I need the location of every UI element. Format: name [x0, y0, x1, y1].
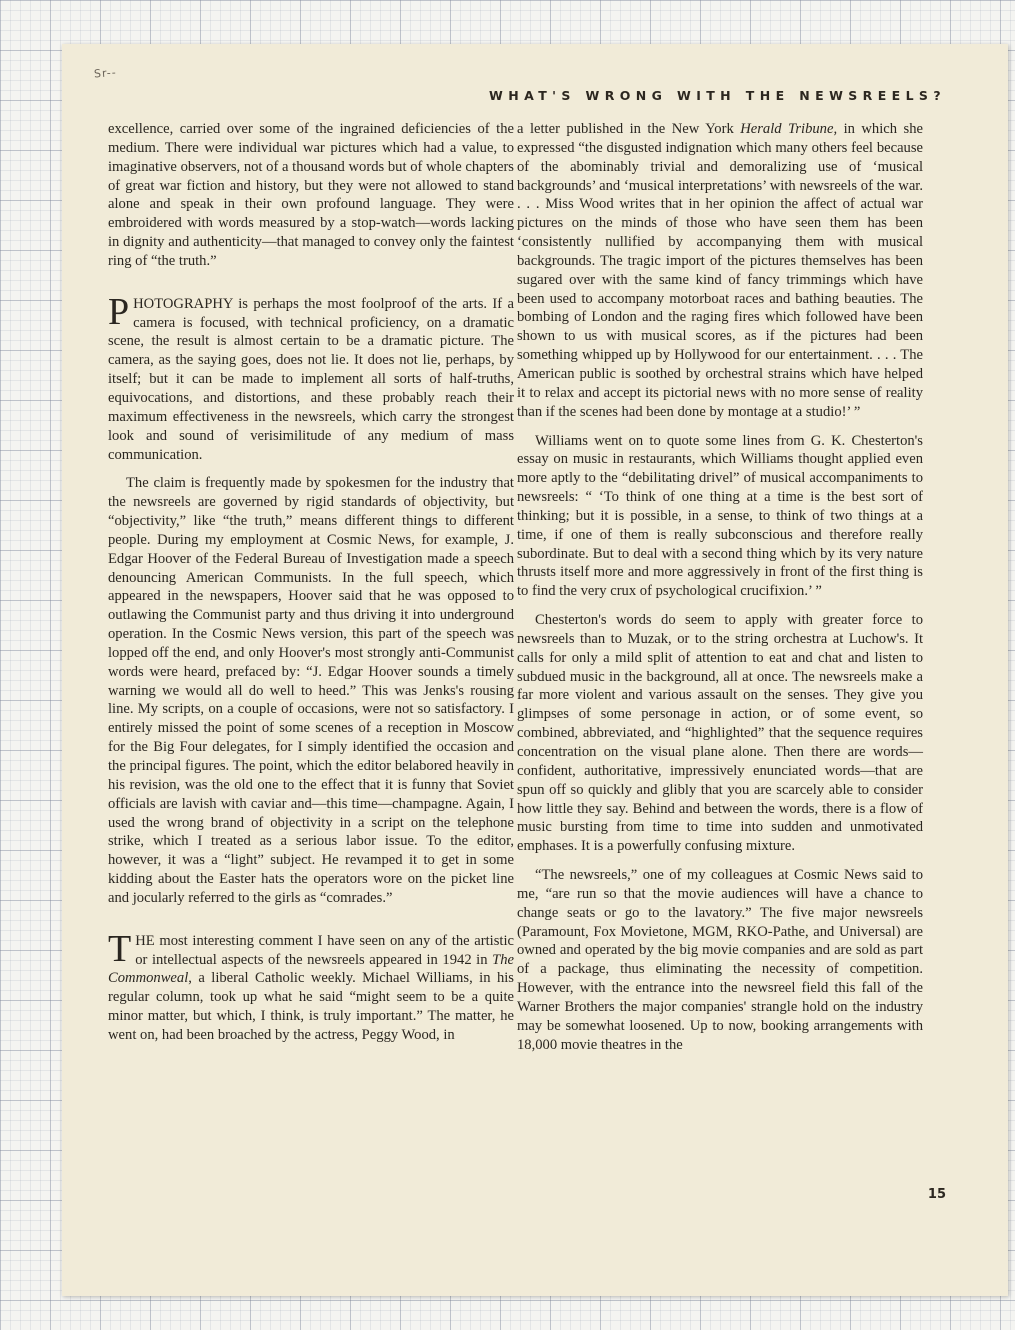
- paragraph-left-3: The claim is frequently made by spokesmen for the industry that the newsreels are governed by rigid standards of objectivity, but “objectivity,” like “the truth,” means different things to different people. During my employment at Cosmic News, for example, J. Edgar Hoover of the Federal Bureau of Investigation made a speech denouncing American Communists. In the full speech, which appeared in the newspapers, Hoover said that he was opposed to outlawing the Communist party and thus driving it into underground operation. In the Cosmic News version, this part of the speech was lopped off the end, and only Hoover's most strongly anti-Communist words were heard, prefaced by: “J. Edgar Hoover sounds a timely warning we would all do well to heed.” This was Jenks's rousing line. My scripts, on a couple of occasions, were not so satisfactory. I entirely missed the point of some scenes of a reception in Moscow for the Big Four delegates, for I simply identified the occasion and the principal figures. The point, which the editor belabored heavily in his revision, was the old one to the effect that it is funny that Soviet officials are lavish with caviar and—this time—champagne. Again, I used the wrong brand of objectivity in a script on the telephone strike, which I treated as a serious labor issue. To the editor, however, it was a “light” subject. He revamped it to get in some kidding about the Easter hats the operators wore on the picket line and jocularly referred to the girls as “comrades.”: [108, 475, 514, 906]
- paragraph-right-2: Williams went on to quote some lines from G. K. Chesterton's essay on music in restaurants, which Williams thought applied even more aptly to the “debilitating drivel” of musical accompaniments to newsreels: “ ‘To think of one thing at a time is the best sort of thinking; but it is possible, in a sense, to think of two things at a time, if one of them is really subconscious and therefore really subordinate. But to deal with a second thing which by its very nature thrusts itself more and more aggressively in front of the first thing is to find the very crux of psychological crucifixion.’ ”: [517, 432, 923, 600]
- paragraph-right-1: a letter published in the New York Herald Tribune, in which she expressed “the disgusted indignation which many others feel because of the abominably trivial and demoralizing use of ‘musical backgrounds’ and ‘musical interpretations’ with newsreels of the war. . . . Miss Wood writes that in her opinion the affect of actual war pictures on the minds of those who have seen them has been ‘consistently nullified by accompanying them with musical backgrounds. The tragic import of the pictures themselves has been sugared over with the same kind of fancy trimmings which have been used to accompany motorboat races and bathing beauties. The bombing of London and the raging fires which followed have been shown to us with musical scores, as if the pictures had been something whipped up by Hollywood for our entertainment. . . . The American public is soothed by orchestral strains which have helped it to relax and accept its pictorial news with no more sense of reality than if the scenes had been done by montage at a studio!’ ”: [517, 121, 923, 420]
- publication-title: The Commonweal: [108, 951, 514, 987]
- paragraph-right-3: Chesterton's words do seem to apply with greater force to newsreels than to Muzak, or to the string orchestra at Luchow's. It calls for only a mild split of attention to eat and chat and listen to subdued music in the background, all at once. The newsreels make a far more violent and various assault on the senses. They give you glimpses of some personage in action, or of some event, so combined, abbreviated, and “highlighted” that the sequence requires concentration on the visual plane alone. Then there are words—confident, authoritative, impressively enunciated words—that are spun off so quickly and glibly that you are scarcely able to consider how little they say. Behind and between the words, there is a flow of music bursting from time to time into sudden and unmotivated emphases. It is a powerfully confusing mixture.: [517, 612, 923, 855]
- right-column: [517, 120, 923, 1055]
- publication-title: Herald Tribune,: [740, 121, 838, 137]
- running-title: WHAT'S WRONG WITH THE NEWSREELS?: [489, 88, 946, 103]
- paragraph-left-1: excellence, carried over some of the ingrained deficiencies of the medium. There were individual war pictures which had a value, to imaginative observers, not of a thousand words but of whole chapters of great war fiction and history, but they were not allowed to stand alone and speak in their own profound language. They were embroidered with words measured by a stop-watch—words lacking in dignity and authenticity—that managed to convey only the faintest ring of “the truth.”: [108, 121, 514, 269]
- paragraph-right-4: “The newsreels,” one of my colleagues at Cosmic News said to me, “are run so that the movie audiences will have a chance to change seats or go to the lavatory.” The five major newsreels (Paramount, Fox Movietone, MGM, RKO-Pathe, and Universal) are owned and operated by the big movie companies and are sold as part of a package, thus eliminating the necessity of competition. However, with the entrance into the newsreel field this fall of the Warner Brothers the major companies' strangle hold on the industry may be somewhat loosened. Up to now, booking arrangements with 18,000 movie theatres in the: [517, 867, 923, 1053]
- page-number: 15: [927, 1187, 946, 1202]
- paragraph-left-2: PHOTOGRAPHY is perhaps the most foolproof of the arts. If a camera is focused, with technical proficiency, on a dramatic scene, the result is almost certain to be a dramatic picture. The camera, as the saying goes, does not lie. It does not lie, perhaps, by itself; but it can be made to implement all sorts of half-truths, equivocations, and distortions, and these probably reach their maximum effectiveness in the newsreels, which carry the strongest look and sound of verisimilitude of any medium of mass communication.: [108, 290, 514, 463]
- margin-mark: Sr--: [93, 65, 118, 81]
- left-column: [108, 120, 514, 1045]
- paragraph-left-4: THE most interesting comment I have seen on any of the artistic or intellectual aspects of the newsreels appeared in 1942 in The Commonweal, a liberal Catholic weekly. Michael Williams, in his regular column, took up what he said “might seem to be a quite minor matter, but which, I think, is truly important.” The matter, he went on, had been broached by the actress, Peggy Wood, in: [108, 927, 514, 1043]
- magazine-page: [62, 44, 1008, 1296]
